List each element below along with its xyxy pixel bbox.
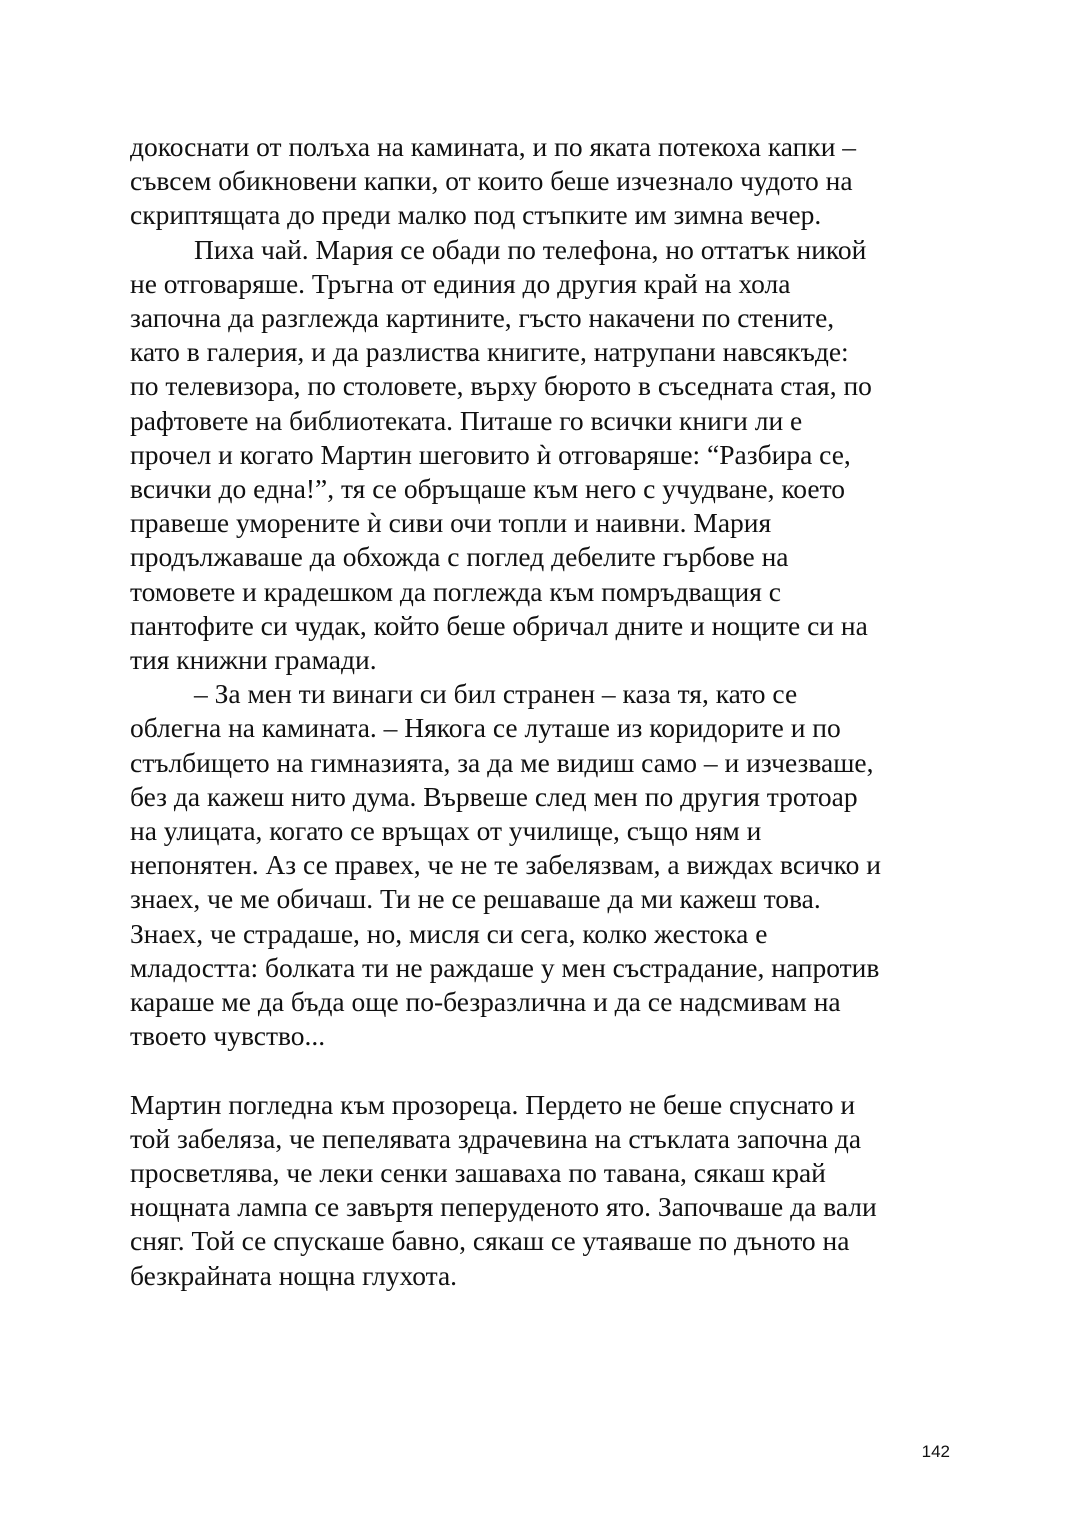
text-line: – За мен ти винаги си бил странен – каза тя, като се	[194, 678, 798, 710]
text-line: знаех, че ме обичаш. Ти не се решаваше да ми кажеш това.	[130, 883, 821, 915]
paragraph	[130, 233, 960, 678]
text-line: като в галерия, и да разлиства книгите, натрупани навсякъде:	[130, 336, 849, 368]
text-line: сняг. Той се спускаше бавно, сякаш се утаяваше по дъното на	[130, 1225, 850, 1257]
text-line: безкрайната нощна глухота.	[130, 1259, 458, 1291]
text-line: караше ме да бъда още по-безразлична и да се надсмивам на	[130, 986, 841, 1018]
text-line: просветлява, че леки сенки зашаваха по тавана, сякаш край	[130, 1157, 826, 1189]
text-line: тия книжни грамади.	[130, 644, 377, 676]
page-number: 142	[921, 1442, 950, 1461]
text-line: томовете и крадешком да поглежда към помръдващия с	[130, 575, 781, 607]
text-line: Пиха чай. Мария се обади по телефона, но оттатък никой	[194, 233, 867, 265]
text-line: съвсем обикновени капки, от които беше изчезнало чудото на	[130, 165, 853, 197]
text-line: без да кажеш нито дума. Вървеше след мен по другия тротоар	[130, 780, 858, 812]
text-line: рафтовете на библиотеката. Питаше го всички книги ли е	[130, 404, 803, 436]
text-line: скриптящата до преди малко под стъпките им зимна вечер.	[130, 199, 822, 231]
text-line: на улицата, когато се връщах от училище, също ням и	[130, 815, 762, 847]
text-line: Знаех, че страдаше, но, мисля си сега, колко жестока е	[130, 917, 768, 949]
text-line: продължаваше да обхожда с поглед дебелите гърбове на	[130, 541, 789, 573]
text-line: прочел и когато Мартин шеговито ѝ отговаряше: “Разбира се,	[130, 438, 851, 470]
text-line: твоето чувство...	[130, 1020, 326, 1052]
text-line: не отговаряше. Тръгна от единия до другия край на хола	[130, 267, 791, 299]
text-line: облегна на камината. – Някога се луташе из коридорите и по	[130, 712, 841, 744]
text-line: стълбището на гимназията, за да ме видиш само – и изчезваше,	[130, 746, 874, 778]
text-line: младостта: болката ти не раждаше у мен състрадание, напротив	[130, 951, 880, 983]
text-line: непонятен. Аз се правех, че не те забелязвам, а виждах всичко и	[130, 849, 881, 881]
text-line: пантофите си чудак, който беше обричал дните и нощите си на	[130, 609, 868, 641]
paragraph	[130, 1088, 960, 1293]
text-line: Мартин погледна към прозореца. Пердето не беше спуснато и	[130, 1088, 856, 1120]
text-line: нощната лампа се завъртя пеперуденото ято. Започваше да вали	[130, 1191, 877, 1223]
paragraph	[130, 130, 960, 233]
blank-line	[130, 1053, 960, 1087]
paragraph	[130, 677, 960, 1053]
body-text	[130, 130, 960, 1293]
text-line: той забеляза, че пепелявата здрачевина на стъклата започна да	[130, 1122, 862, 1154]
text-line: докоснати от полъха на камината, и по яката потекоха капки –	[130, 131, 857, 162]
text-line: всички до една!”, тя се обръщаше към него с учудване, което	[130, 473, 845, 505]
text-line: правеше уморените ѝ сиви очи топли и наивни. Мария	[130, 507, 772, 539]
text-line: по телевизора, по столовете, върху бюрото в съседната стая, по	[130, 370, 872, 402]
text-line: започна да разглежда картините, гъсто накачени по стените,	[130, 302, 835, 334]
